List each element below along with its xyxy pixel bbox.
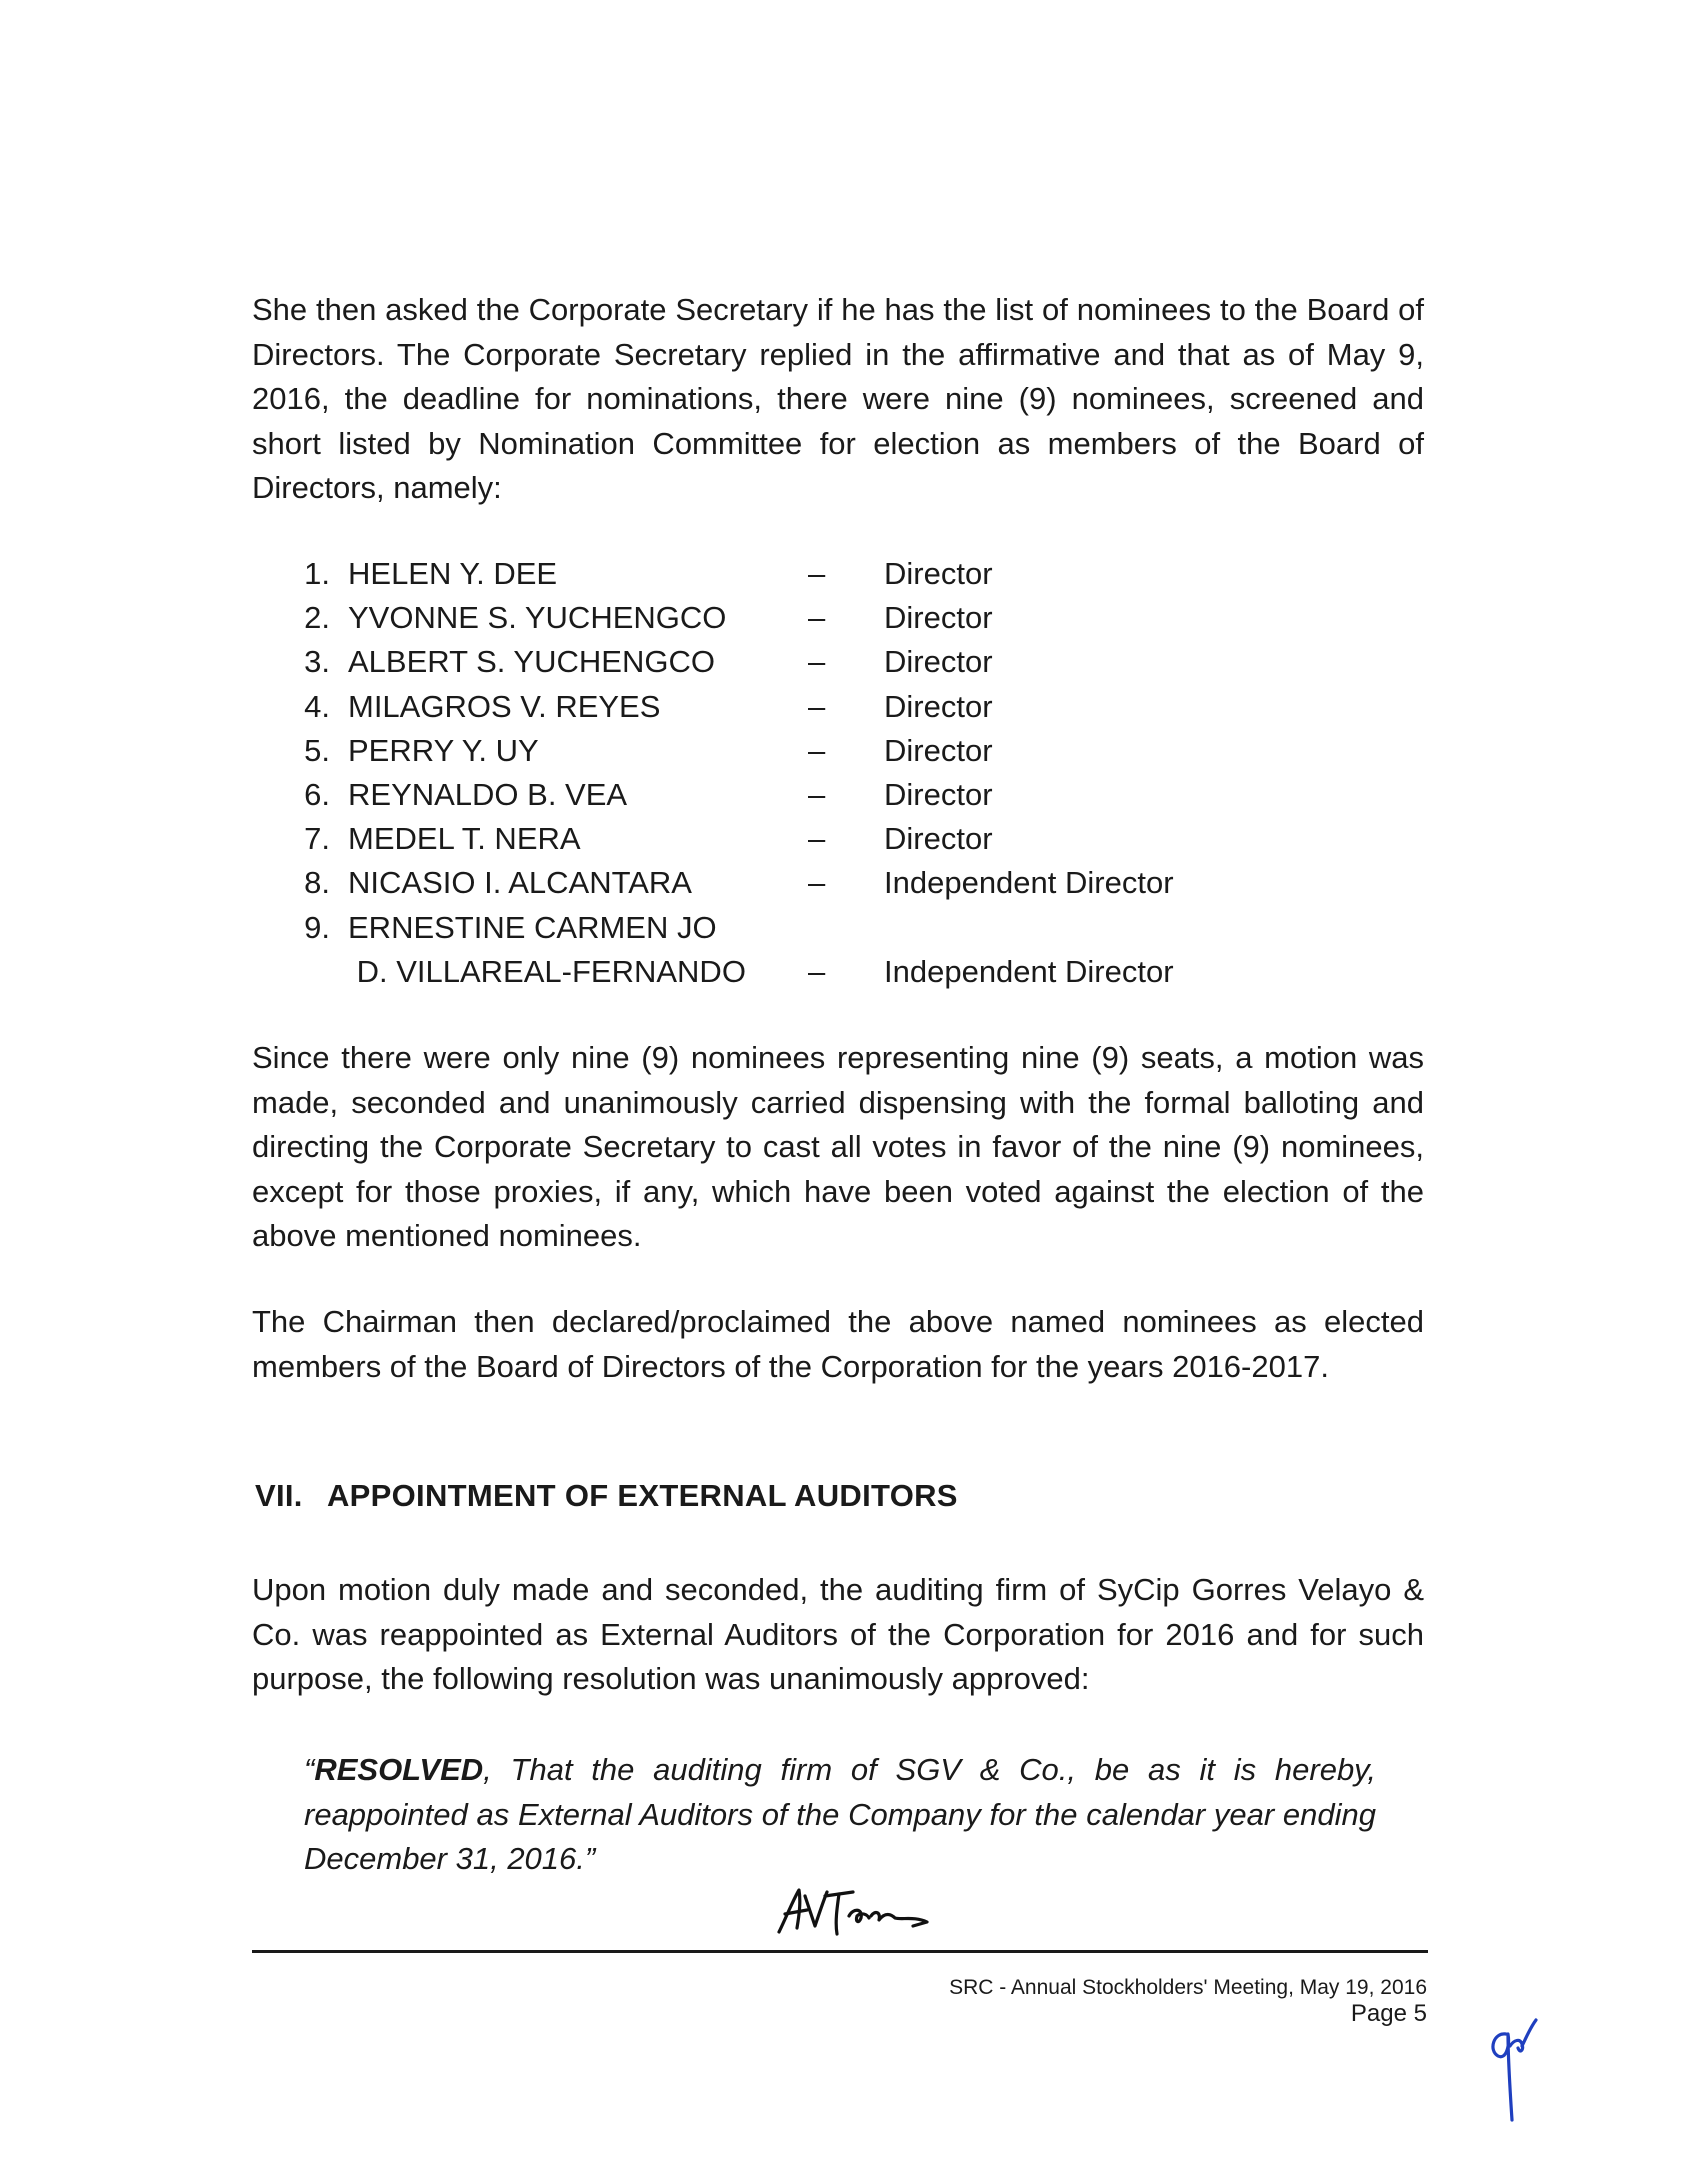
auditors-paragraph: Upon motion duly made and seconded, the auditing firm of SyCip Gorres Velayo & Co. was reappointed as External Auditors of the Corporation for 2016 and for such purpose, the following resolution was unanimously approved: — [252, 1572, 1424, 1696]
nominee-dash: – — [808, 732, 826, 768]
initials-signature — [775, 1882, 935, 1945]
nominee-role: Director — [884, 644, 993, 680]
nominee-number: 9. — [304, 909, 330, 945]
nominee-number: 5. — [304, 732, 330, 768]
nominee-number: 8. — [304, 865, 330, 901]
page-number: Page 5 — [1350, 2000, 1427, 2027]
nominee-role: Director — [884, 556, 993, 591]
section-heading — [255, 1478, 958, 1514]
nominee-dash: – — [808, 953, 826, 989]
nominee-dash: – — [808, 644, 826, 680]
nominee-role: Independent Director — [884, 865, 1174, 901]
nominee-number: 4. — [304, 688, 330, 724]
resolution-quote — [304, 1748, 1376, 1882]
nominee-dash: – — [808, 600, 826, 636]
section-title: APPOINTMENT OF EXTERNAL AUDITORS — [327, 1478, 958, 1513]
resolution-keyword: RESOLVED — [314, 1752, 484, 1787]
nominee-name: NICASIO I. ALCANTARA — [348, 865, 692, 901]
nominee-role: Director — [884, 732, 993, 768]
nominee-dash: – — [808, 688, 826, 724]
footer-divider — [252, 1950, 1428, 1953]
nominee-role: Independent Director — [884, 953, 1174, 989]
nominee-name: MILAGROS V. REYES — [348, 688, 661, 724]
election-paragraph: Since there were only nine (9) nominees representing nine (9) seats, a motion was made, seconded and unanimously carried dispensing with the formal balloting and directing the Corporate Secretary to cast all votes in favor of the nine (9) nominees, except for those proxies, if any, which have been voted against the election of the above mentioned nominees. — [252, 1040, 1424, 1253]
nominee-name: REYNALDO B. VEA — [348, 776, 628, 812]
nominee-number: 1. — [304, 556, 330, 591]
nominee-number: 7. — [304, 821, 330, 857]
intro-paragraph: She then asked the Corporate Secretary if he has the list of nominees to the Board of Directors. The Corporate Secretary replied in the affirmative and that as of May 9, 2016, the deadline for nominations, there were nine (9) nominees, screened and short listed by Nomination Committee for election as members of the Board of Directors, namely: — [252, 292, 1424, 505]
nominee-dash: – — [808, 865, 826, 901]
nominee-name: YVONNE S. YUCHENGCO — [348, 600, 727, 636]
section-number: VII. — [255, 1478, 303, 1513]
nominee-name: ALBERT S. YUCHENGCO — [348, 644, 715, 680]
nominee-role: Director — [884, 776, 993, 812]
nominee-name: MEDEL T. NERA — [348, 821, 581, 857]
nominee-number: 6. — [304, 776, 330, 812]
nominee-role: Director — [884, 600, 993, 636]
resolution-open-quote: “ — [304, 1752, 315, 1787]
nominee-dash: – — [808, 776, 826, 812]
nominee-name: ERNESTINE CARMEN JO — [348, 909, 717, 945]
nominee-dash: – — [808, 556, 826, 591]
footer-meeting-title: SRC - Annual Stockholders' Meeting, May 19, 2016 — [949, 1976, 1427, 1999]
nominee-name: PERRY Y. UY — [348, 732, 539, 768]
proclamation-paragraph: The Chairman then declared/proclaimed the above named nominees as elected members of the Board of Directors of the Corporation for the years 2016-2017. — [252, 1304, 1424, 1384]
corner-initials-mark — [1480, 2010, 1544, 2135]
nominee-role: Director — [884, 821, 993, 857]
nominee-name: HELEN Y. DEE — [348, 556, 558, 591]
nominee-number: 3. — [304, 644, 330, 680]
resolution-text: , That the auditing firm of SGV & Co., be as it is hereby, reappointed as External Auditors of the Company for the calendar year ending December 31, 2016.” — [304, 1752, 1376, 1876]
nominee-number: 2. — [304, 600, 330, 636]
nominee-role: Director — [884, 688, 993, 724]
nominee-name: D. VILLAREAL-FERNANDO — [348, 953, 746, 989]
nominee-dash: – — [808, 821, 826, 857]
